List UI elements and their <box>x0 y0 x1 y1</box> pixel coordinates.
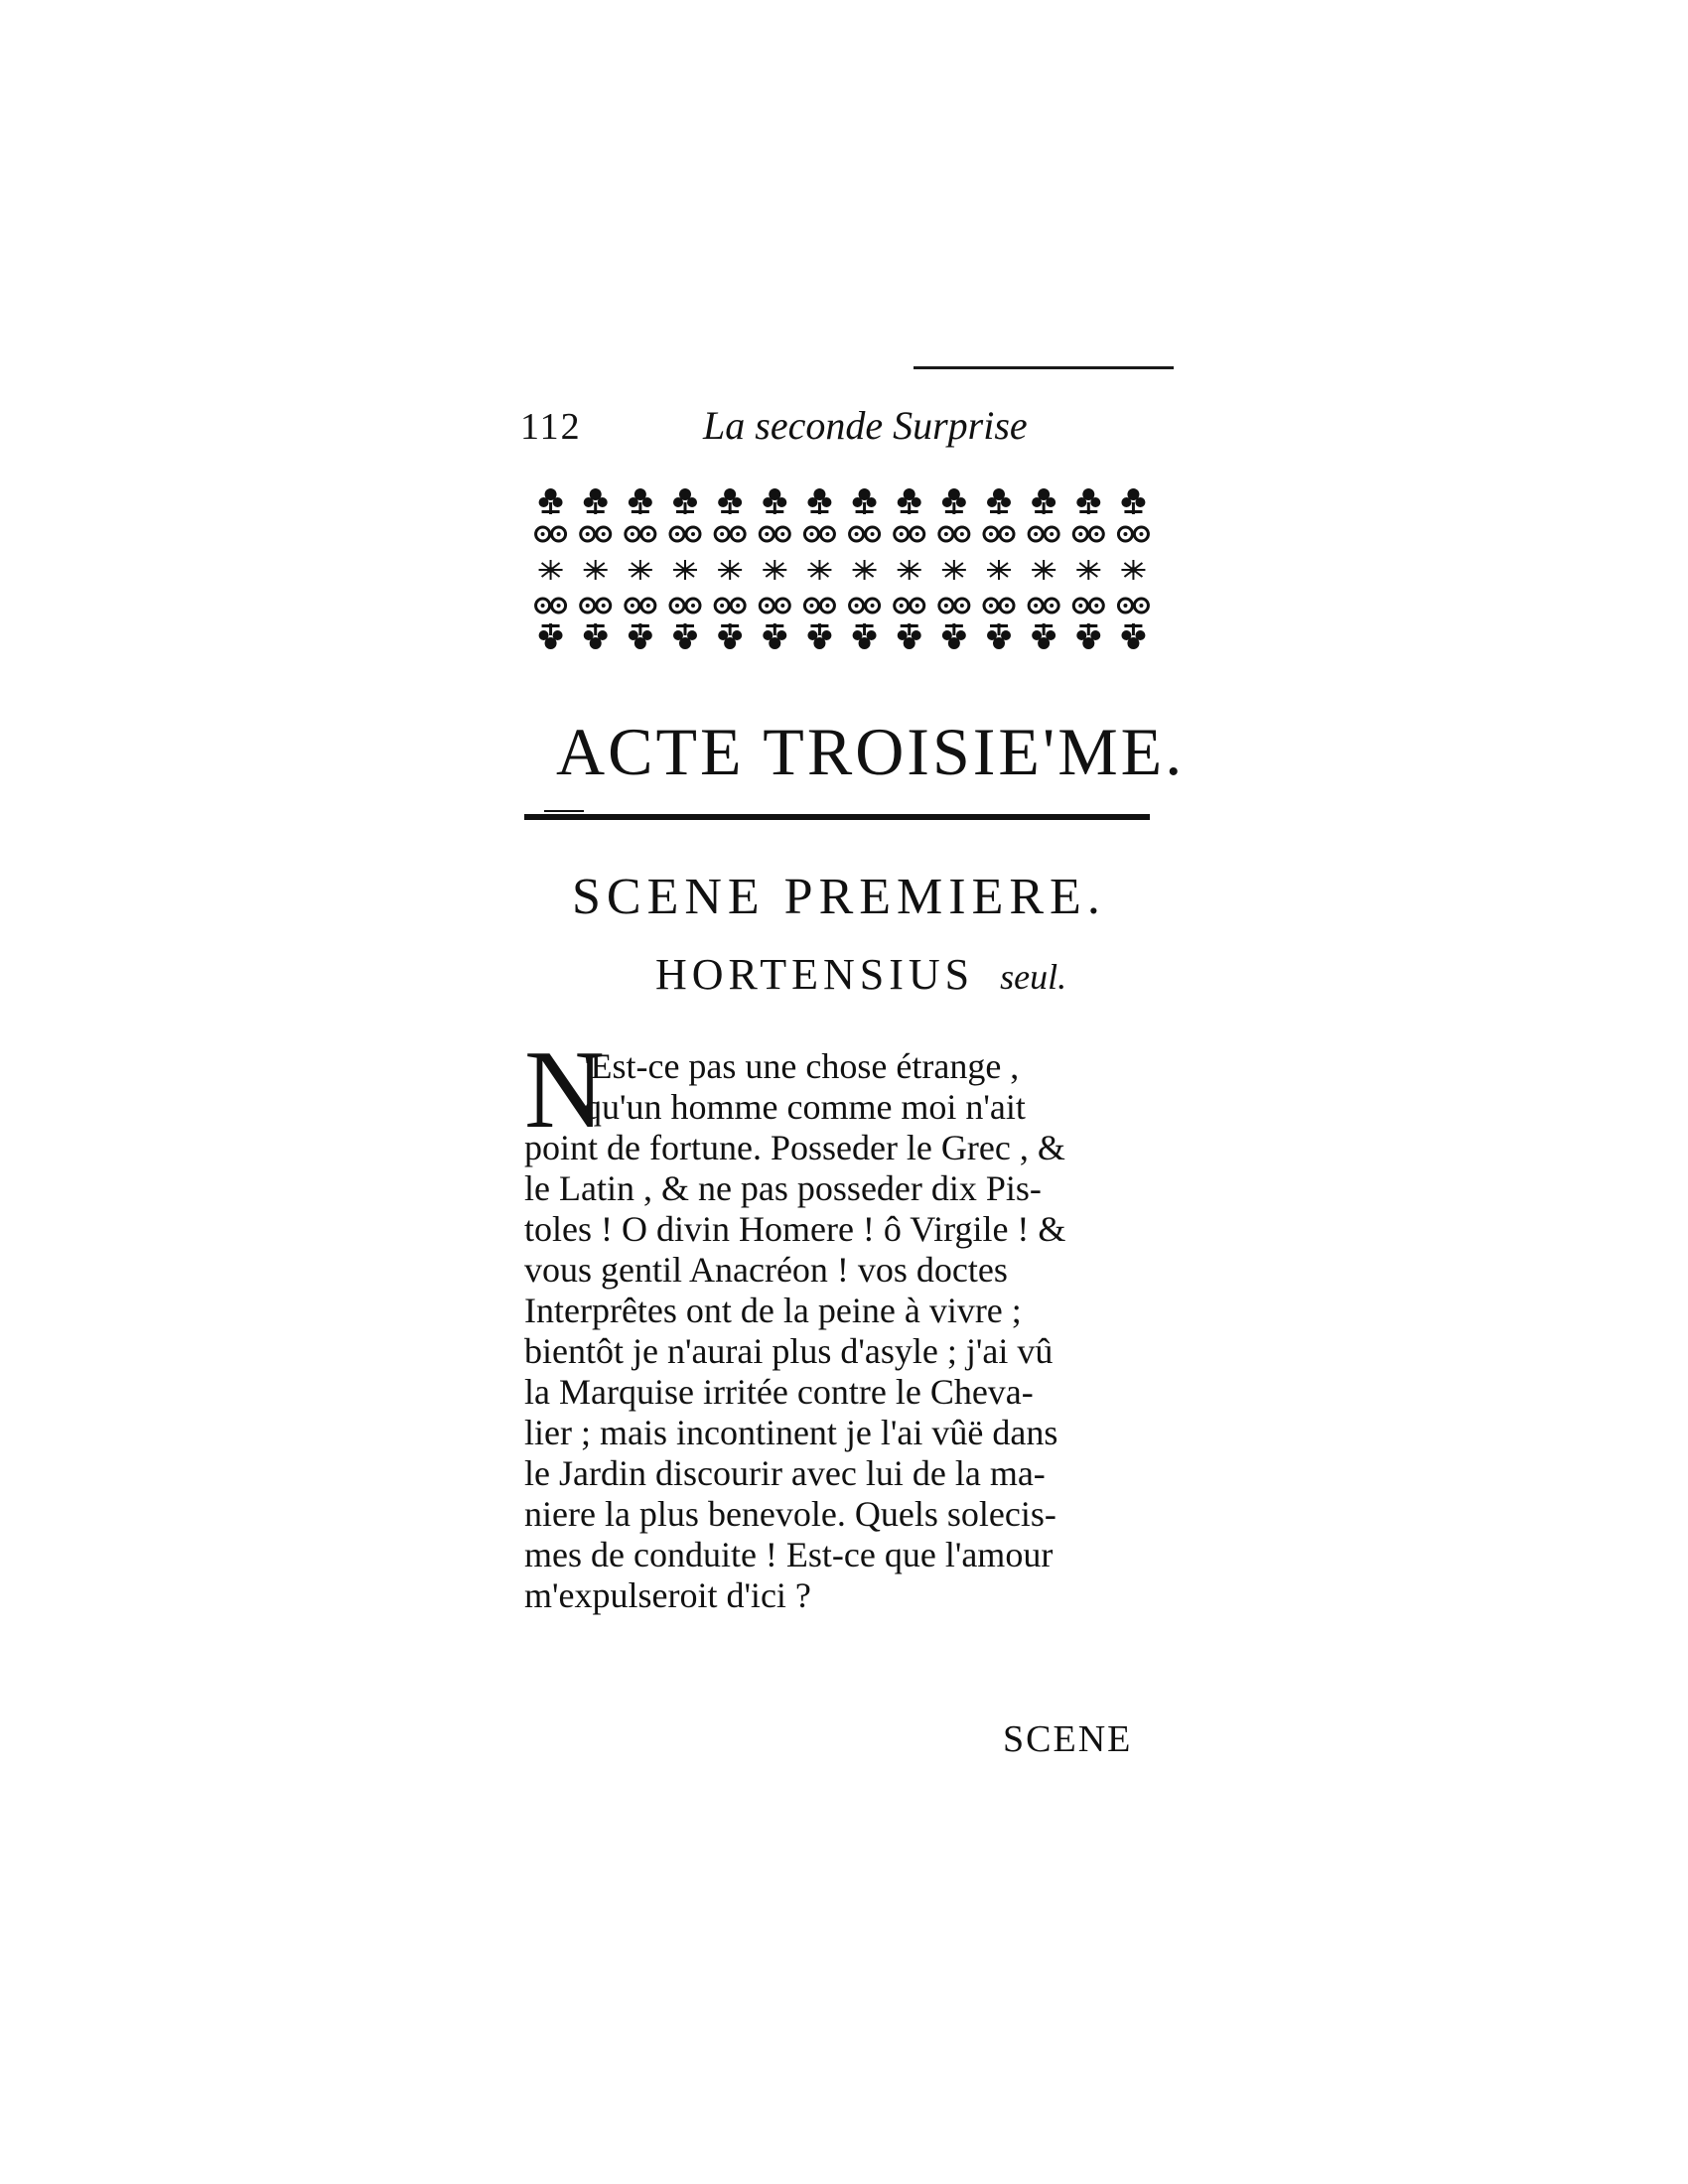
ornament-motif <box>853 488 877 514</box>
text-line: lier ; mais incontinent je l'ai vûë dans <box>524 1413 1058 1452</box>
ornament-motif <box>718 488 742 514</box>
text-line: m'expulseroit d'ici ? <box>524 1575 811 1615</box>
ornament-motif <box>895 599 924 613</box>
text-line: Interprêtes ont de la peine à vivre ; <box>524 1291 1022 1330</box>
ornament-motif <box>1032 488 1055 514</box>
ornament-motif <box>626 527 655 541</box>
text-line: le Latin , & ne pas posseder dix Pis- <box>524 1168 1042 1208</box>
ornament-motif <box>629 488 652 514</box>
ornament-motif <box>807 488 831 514</box>
ornament-motif <box>807 560 831 580</box>
text-line: qu'un homme comme moi n'ait <box>584 1087 1026 1127</box>
text-line: le Jardin discourir avec lui de la ma- <box>524 1453 1046 1493</box>
section-rule <box>524 810 1150 824</box>
ornament-motif <box>673 623 697 649</box>
speech-text <box>524 1046 1160 1616</box>
ornament-band <box>528 482 1156 657</box>
ornament-motif <box>939 527 969 541</box>
ornament-motif <box>581 599 611 613</box>
ornament-motif <box>942 560 966 580</box>
ornament-motif <box>629 623 652 649</box>
ornament-motif <box>898 488 921 514</box>
text-line: mes de conduite ! Est-ce que l'amour <box>524 1535 1054 1574</box>
ornament-motif <box>673 488 697 514</box>
page-number: 112 <box>520 406 582 448</box>
stage-direction: seul. <box>1000 957 1067 997</box>
ornament-motif <box>853 560 877 580</box>
ornament-motif <box>670 599 700 613</box>
ornament-motif <box>718 560 742 580</box>
ornament-motif <box>807 623 831 649</box>
ornament-motif <box>536 527 566 541</box>
drop-cap: N <box>524 1028 605 1152</box>
ornament-motif <box>850 599 880 613</box>
ornament-motif <box>1118 599 1148 613</box>
top-rule <box>914 366 1174 369</box>
ornament-motif <box>1073 527 1103 541</box>
text-line: bientôt je n'aurai plus d'asyle ; j'ai vû <box>524 1331 1054 1371</box>
ornament-motif <box>898 623 921 649</box>
ornament-motif <box>1076 560 1100 580</box>
ornament-motif <box>984 599 1014 613</box>
ornament-motif <box>1076 488 1100 514</box>
ornament-motif <box>1121 488 1145 514</box>
act-title: ACTE TROISIE'ME. <box>556 714 1186 789</box>
ornament-motif <box>987 623 1011 649</box>
ornament-motif <box>581 527 611 541</box>
ornament-motif <box>584 560 608 580</box>
ornament-motif <box>539 488 563 514</box>
ornament-motif <box>1076 623 1100 649</box>
ornament-motif <box>939 599 969 613</box>
text-line: vous gentil Anacréon ! vos doctes <box>524 1250 1008 1290</box>
ornament-motif <box>804 599 834 613</box>
ornament-motif <box>670 527 700 541</box>
text-line: niere la plus benevole. Quels solecis- <box>524 1494 1056 1534</box>
ornament-motif <box>987 560 1011 580</box>
ornament-motif <box>715 527 745 541</box>
ornament-motif <box>763 488 786 514</box>
ornament-motif <box>715 599 745 613</box>
ornament-motif <box>629 560 652 580</box>
ornament-motif <box>1032 560 1055 580</box>
ornament-motif <box>984 527 1014 541</box>
text-line: toles ! O divin Homere ! ô Virgile ! & <box>524 1209 1066 1249</box>
ornament-motif <box>673 560 697 580</box>
ornament-motif <box>718 623 742 649</box>
ornament-motif <box>536 599 566 613</box>
ornament-motif <box>1121 623 1145 649</box>
ornament-motif <box>898 560 921 580</box>
text-line: point de fortune. Posseder le Grec , & <box>524 1128 1065 1167</box>
running-title: La seconde Surprise <box>703 403 1028 448</box>
ornament-motif <box>804 527 834 541</box>
text-line: 'Est-ce pas une chose étrange , <box>584 1046 1020 1086</box>
ornament-motif <box>763 623 786 649</box>
character-heading <box>655 949 1066 1000</box>
ornament-motif <box>850 527 880 541</box>
text-line: la Marquise irritée contre le Cheva- <box>524 1372 1034 1412</box>
ornament-motif <box>539 623 563 649</box>
ornament-motif <box>584 488 608 514</box>
ornament-motif <box>763 560 786 580</box>
ornament-motif <box>1032 623 1055 649</box>
ornament-motif <box>584 623 608 649</box>
ornament-motif <box>942 623 966 649</box>
scene-title: SCENE PREMIERE. <box>572 869 1106 925</box>
ornament-motif <box>1121 560 1145 580</box>
ornament-motif <box>987 488 1011 514</box>
ornament-motif <box>1073 599 1103 613</box>
ornament-motif <box>539 560 563 580</box>
ornament-motif <box>1029 527 1058 541</box>
ornament-motif <box>895 527 924 541</box>
ornament-motif <box>853 623 877 649</box>
character-name: HORTENSIUS <box>655 950 975 999</box>
ornament-motif <box>1118 527 1148 541</box>
ornament-motif <box>1029 599 1058 613</box>
catchword: SCENE <box>1003 1718 1133 1760</box>
ornament-motif <box>626 599 655 613</box>
ornament-motif <box>760 599 789 613</box>
ornament-motif <box>942 488 966 514</box>
ornament-motif <box>760 527 789 541</box>
